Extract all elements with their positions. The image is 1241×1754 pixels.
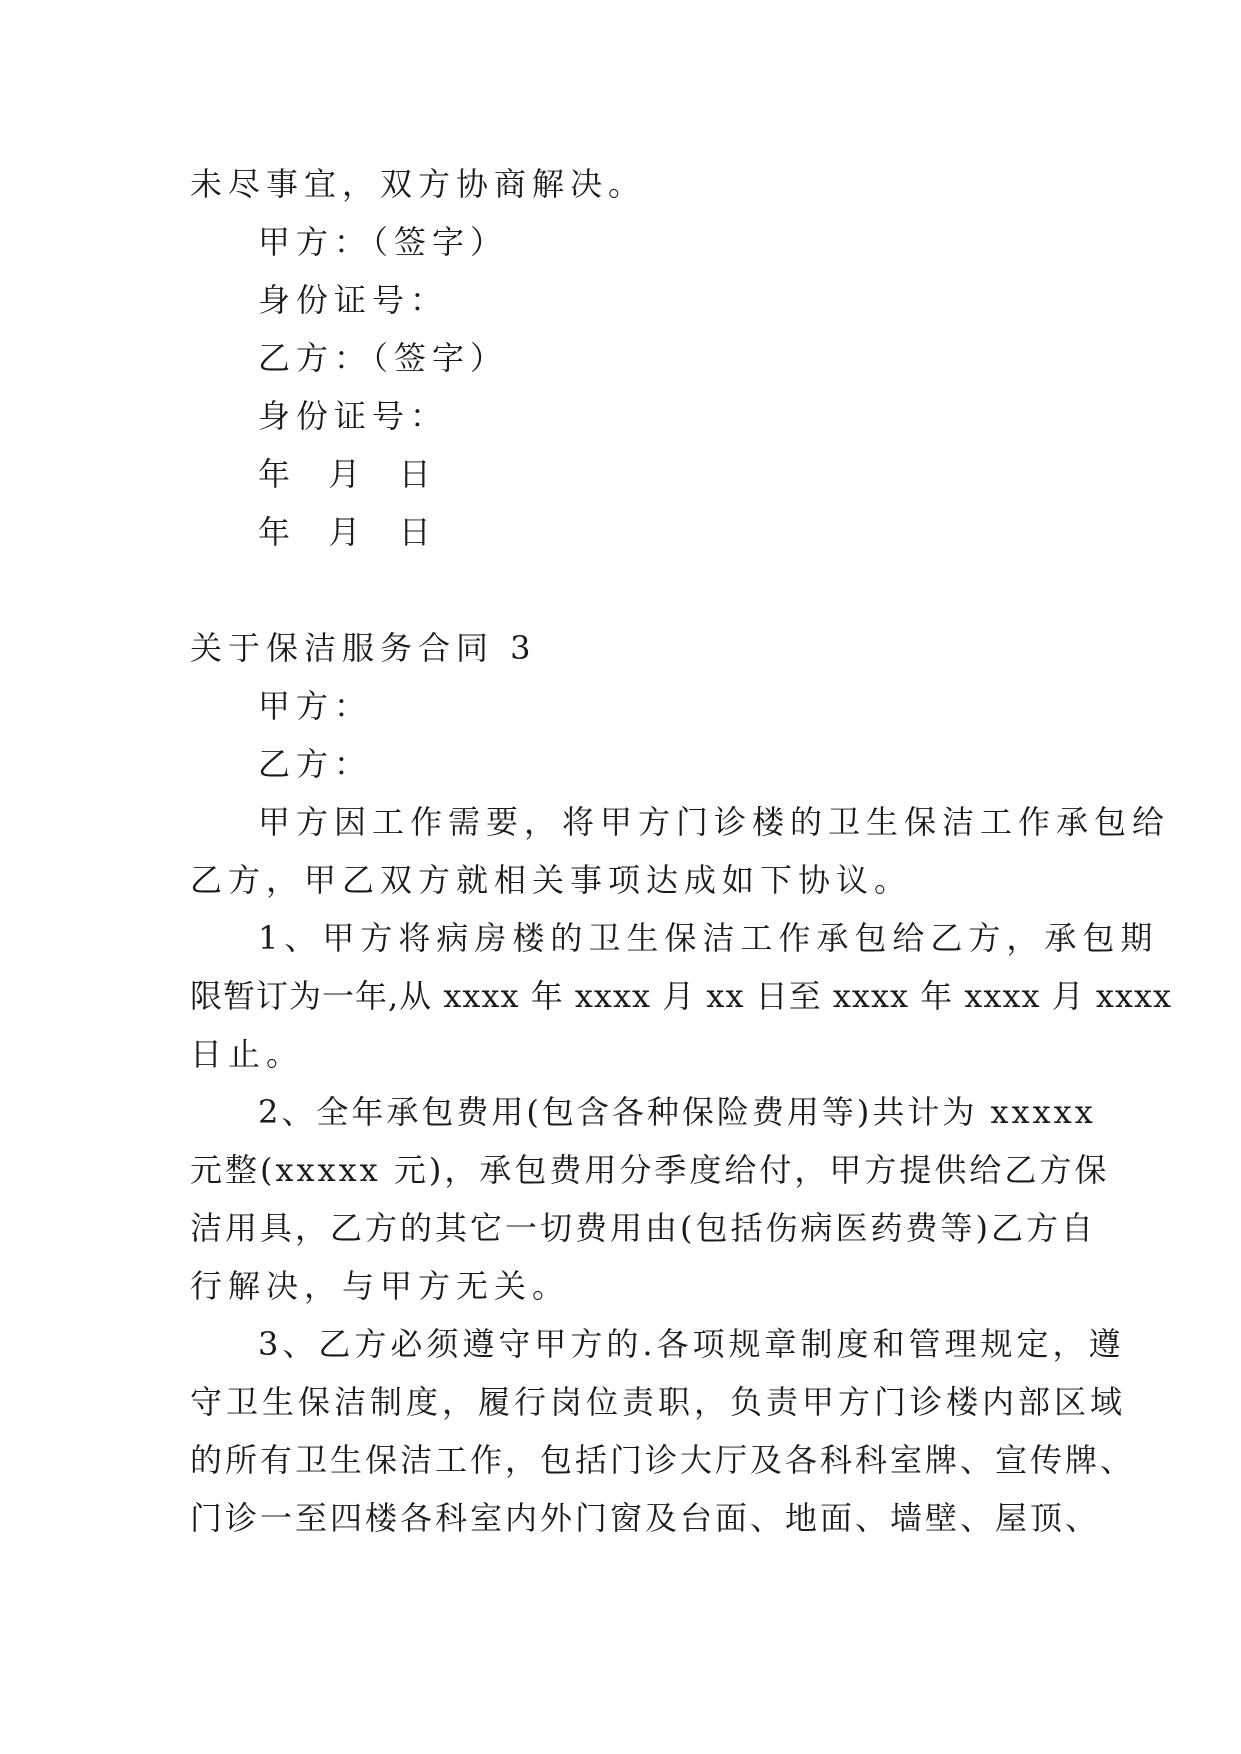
document-page <box>190 155 1173 1547</box>
clause-3-line-1: 3、乙方必须遵守甲方的.各项规章制度和管理规定，遵 <box>258 1325 1125 1363</box>
clause-3-line-3: 的所有卫生保洁工作，包括门诊大厅及各科科室牌、宣传牌、 <box>190 1441 1136 1479</box>
party-a-label: 甲方： <box>258 687 373 725</box>
clause-2-line-4: 行解决，与甲方无关。 <box>190 1267 571 1305</box>
clause-1-line-2: 限暂订为一年,从 xxxx 年 xxxx 月 xx 日至 xxxx 年 xxxx 月 xxxx <box>190 977 1173 1015</box>
clause-1-line-3: 日止。 <box>190 1035 305 1073</box>
date-line-1: 年 月 日 <box>258 455 437 493</box>
party-a-signature: 甲方：（签字） <box>258 223 509 261</box>
section-gap <box>190 561 1060 619</box>
clause-2-line-3: 洁用具，乙方的其它一切费用由(包括伤病医药费等)乙方自 <box>190 1209 1096 1247</box>
intro-line-2: 乙方，甲乙双方就相关事项达成如下协议。 <box>190 861 913 899</box>
clause-2-line-2: 元整(xxxxx 元)，承包费用分季度给付，甲方提供给乙方保 <box>190 1151 1110 1189</box>
clause-3-line-4: 门诊一至四楼各科室内外门窗及台面、地面、墙壁、屋顶、 <box>190 1499 1101 1537</box>
party-b-id-number: 身份证号： <box>258 397 449 435</box>
party-a-id-number: 身份证号： <box>258 281 449 319</box>
party-b-signature: 乙方：（签字） <box>258 339 509 377</box>
date-line-2: 年 月 日 <box>258 513 437 551</box>
contract-title: 关于保洁服务合同 3 <box>190 629 537 667</box>
party-b-label: 乙方： <box>258 745 373 783</box>
closing-line: 未尽事宜，双方协商解决。 <box>190 165 647 203</box>
clause-1-line-1: 1、甲方将病房楼的卫生保洁工作承包给乙方，承包期 <box>258 919 1159 957</box>
intro-line-1: 甲方因工作需要，将甲方门诊楼的卫生保洁工作承包给 <box>258 803 1171 841</box>
clause-3-line-2: 守卫生保洁制度，履行岗位责职，负责甲方门诊楼内部区域 <box>190 1383 1127 1421</box>
clause-2-line-1: 2、全年承包费用(包含各种保险费用等)共计为 xxxxx <box>258 1093 1096 1131</box>
